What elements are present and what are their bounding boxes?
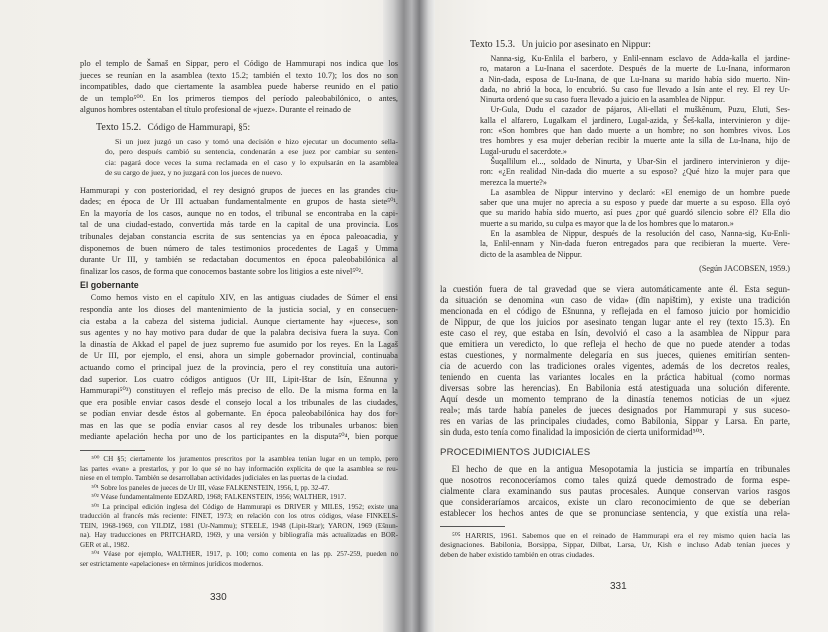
text-line: Ninurta ordenó que su caso fuera llevado a juicio en la asamblea de Nippur. (480, 95, 725, 105)
text-line: las partes «van» a prestarlos, y por lo que sé no hay información explícita de que la asamblea se reu- (80, 464, 398, 473)
text-line: teniendo en cuenta las variantes locales en la práctica habitual (como normas (440, 371, 790, 382)
paragraph (80, 58, 398, 116)
text-line: La asamblea de Nippur intervino y declaró: «El enemigo de un hombre puede (490, 187, 790, 197)
text-line: res en varias de las principales ciudades, como Babilonia, Sippar y Larsa. En parte, (440, 415, 790, 426)
text-line: que emitiera un veredicto, lo que refleja el hecho de que no puede atender a todas (440, 338, 790, 349)
text-line: ⁵⁰² Véase fundamentalmente EDZARD, 1968; FALKENSTEIN, 1956; WALTHER, 1917. (91, 493, 346, 502)
text-line: respondía ante los dioses del mantenimiento de la justicia social, y en consecuen- (80, 304, 398, 314)
quoted-paragraph (480, 157, 790, 188)
text-box-title: Un juicio por asesinato en Nippur: (521, 40, 651, 50)
text-line: establecer los hechos antes de que se pronunciase sentencia, y que existía una rela- (440, 507, 790, 518)
source-citation: (Según JACOBSEN, 1959.) (699, 263, 790, 273)
right-page-text-column (440, 39, 790, 559)
paragraph (80, 292, 398, 443)
text-line: ⁵⁰⁰ CH §5; ciertamente los juramentos prescritos por la asamblea tenían lugar en un templo, pero (91, 455, 398, 464)
text-line: se podían enviar desde éstos al gobernante. En época paleobabilónica hay dos for- (80, 409, 398, 419)
text-line: deben de haber existido también en otras ciudades. (440, 549, 595, 559)
paragraph (440, 284, 790, 438)
section-heading: El gobernante (80, 280, 139, 291)
page-number: 331 (610, 581, 627, 592)
text-line: ro, mataron a Lu-Inana el sacerdote. Después de la muerte de Lu-Inana, informaron (480, 64, 790, 74)
paragraph (440, 464, 790, 519)
text-line: traducción al francés más reciente: FINET, 1973; en relación con los otros códigos, véase FINKELS- (80, 512, 398, 521)
text-line: de su cargo de juez, y no juzgará con los jueces de nuevo. (105, 168, 283, 178)
text-line: Aquí desde un momento temprano de la dinastía tenemos noticias de un «juez (440, 393, 790, 404)
text-line: cia de acuerdo con las tradiciones orales vigentes, además de los decretos reales, (440, 360, 790, 371)
text-line: ⁵⁰³ La principal edición inglesa del Código de Hammurapi es DRIVER y MILES, 1952; existe una (91, 502, 398, 511)
text-line: ⁵⁰⁵ HARRIS, 1961. Sabemos que en el reinado de Hammurapi era el rey mismo quien hacía las (452, 530, 790, 540)
text-line: Hammurapi⁵⁰³) constituyen el reflejo más preciso de ello. De la misma forma en la (80, 386, 398, 396)
text-line: ron: «¿En realidad Nin-dada dio muerte a su esposo? ¿Qué hizo la mujer para que (480, 167, 790, 177)
text-line: real»; más tarde había paneles de jueces designados por Hammurapi y sus suceso- (440, 404, 790, 415)
text-box-label: Texto 15.2. (96, 121, 142, 133)
text-line: estas cuestiones, y normalmente delegaría en sus jueces, quienes emitirían senten- (440, 349, 790, 360)
quoted-paragraph (480, 229, 790, 260)
text-line: cia estaba a la cabeza del sistema judicial. Aunque ciertamente hay «jueces», son (80, 316, 398, 326)
text-line: merezca la muerte?» (480, 177, 547, 187)
text-line: disponemos de buen número de tales testimonios procedentes de Lagaš y Umma (80, 243, 398, 253)
text-line: Lugal-urudu el sacerdote.» (480, 146, 567, 156)
quoted-text (105, 137, 398, 179)
left-page-text-column (80, 58, 398, 569)
paragraph (80, 185, 398, 278)
footnote (80, 503, 398, 551)
text-line: cia: pagará doce veces la suma reclamada en el caso y lo expulsarán en la asamblea (105, 157, 398, 167)
text-line: a Nin-dada, esposa de Lu-Inana, de que Lu-Inana su marido había sido muerto. Nin- (480, 74, 790, 84)
footnote-divider (440, 526, 505, 527)
text-line: Si un juez juzgó un caso y tomó una decisión e hizo ejecutar un documento sella- (115, 136, 398, 146)
text-line: sin duda, esto tenía como finalidad la imposición de cierta uniformidad⁵⁰⁵. (440, 426, 705, 437)
text-line: este caso el rey, que estaba en Isín, devolvió el caso a la asamblea de Nippur para (440, 327, 790, 338)
text-line: Ur-Gula, Dudu el cazador de pájaros, Ali-ellati el muškēnum, Puzu, Eluti, Ses- (490, 105, 790, 115)
text-line: tres hombres y esa mujer deberían recibir la muerte ante la silla de Lu-Inana, hijo de (480, 136, 790, 146)
page-number: 330 (210, 592, 227, 603)
section-heading: PROCEDIMIENTOS JUDICIALES (440, 446, 591, 458)
text-line: la dinastía de Akkad el papel de juez supremo fue asumido por los reyes. En la Lagaš (80, 339, 398, 349)
text-line: ⁵⁰⁴ Véase por ejemplo, WALTHER, 1917, p. 100; como comenta en las pp. 257-259, pueden no (91, 550, 398, 559)
text-line: de Ur III, por ejemplo, el ensi, ahora un simple gobernador provincial, continuaba (80, 351, 398, 361)
text-line: Šuqallilum el..., soldado de Ninurta, y Ubar-Sin el jardinero intervinieron y dije- (490, 156, 790, 166)
text-line: na). Hay traducciones en PRITCHARD, 1969, y una versión y bibliografía más actualizadas en BOR- (80, 531, 398, 540)
quoted-paragraph (480, 188, 790, 229)
text-box-title: Código de Hammurapi, §5: (147, 122, 251, 133)
text-line: dada, no abrió la boca, lo encubrió. Su caso fue llevado a Isín ante el rey. El rey Ur- (480, 84, 790, 94)
text-line: mas en las que se podía enviar casos al rey desde los tribunales urbanos: bien (80, 420, 398, 430)
text-line: de Nippur, de que los juicios por asesinato tengan lugar ante el rey (texto 15.3). En (440, 316, 790, 327)
text-line: dicto de la asamblea de Nippur. (480, 249, 583, 259)
text-line: Como hemos visto en el capítulo XIV, en las antiguas ciudades de Súmer el ensi (90, 293, 398, 303)
text-line: sus agentes y no hay motivo para dudar de que la palabra decisiva fuera la suya. Con (80, 328, 398, 338)
footnote-divider (80, 450, 145, 451)
footnote (80, 493, 398, 503)
text-line: mediante apelación hecha por uno de los participantes en la disputa⁵⁰⁴, bien porque (80, 432, 398, 442)
text-line: saber que una mujer no aprecia a su esposo y puede dar muerte a su esposo. Ella oyó (480, 198, 790, 208)
text-line: jueces se reunían en la asamblea (texto 15.2; también el texto 10.7); los dos no son (80, 70, 398, 80)
text-line: TEIN, 1968-1969, con YILDIZ, 1981 (Ur-Nammu); STEELE, 1948 (Lipit-Ištar); YARON, 1969 (Ešnun- (80, 521, 398, 530)
text-line: incompatibles, dado que ciertamente la asamblea puede haberse reunido en el patio (80, 82, 398, 92)
quoted-paragraph (480, 105, 790, 156)
text-line: diversas sobre las herencias). En Babilonia está atestiguada una solución diferente. (440, 382, 790, 393)
text-line: cialmente clara examinando sus pautas procesales. Aunque conservan varios rasgos (440, 485, 790, 496)
text-line: Hammurapi y con posterioridad, el rey designó grupos de jueces en las grandes ciu- (80, 185, 398, 195)
text-line: que su marido había sido muerto, así pues ¿por qué guardó silencio sobre él? Ella dio (480, 208, 790, 218)
footnote (80, 484, 398, 494)
text-line: tal de una ciudad-estado, convertida más tarde en la capital de una provincia. Los (80, 220, 398, 230)
text-line: muerte a su marido, su culpa es mayor que la de los hombres que lo mataron.» (480, 218, 734, 228)
footnote (440, 531, 790, 560)
text-line: kalla el alfarero, Lugalkam el jardinero, Lugal-azida, y Šeš-kalla, intervinieron y dije- (480, 115, 790, 125)
text-line: plo el templo de Šamaš en Sippar, pero el Código de Hammurapi nos indica que los (80, 59, 398, 68)
text-line: En la mayoría de los casos, aunque no en todos, el tribunal se encontraba en la capi- (80, 208, 398, 218)
quoted-paragraph (480, 54, 790, 105)
text-line: algunos hombres ostentaban el título profesional de «juez». Durante el reinado de (80, 105, 351, 115)
text-line: Nanna-sig, Ku-Enlila el barbero, y Enlil-ennam esclavo de Adda-kalla el jardine- (490, 54, 790, 63)
text-line: la cuestión fuera de tal gravedad que se viera automáticamente ante él. Esta segun- (440, 283, 790, 294)
text-line: que nosotros reconoceríamos como tales quizá quede demostrado de forma espe- (440, 474, 790, 485)
text-line: El hecho de que en la antigua Mesopotamia la justicia se impartía en tribunales (451, 463, 790, 474)
text-line: designaciones. Babilonia, Borsippa, Sippar, Dilbat, Larsa, Ur, Kish e incluso Adab tenían jueces y (440, 540, 790, 550)
text-line: ron: «Son hombres que han dado muerte a un hombre; no son hombres vivos. Los (480, 126, 790, 136)
text-line: do, pero después cambió su sentencia, condenarán a ese juez por cambiar su senten- (105, 147, 398, 157)
text-line: la, Enlil-ennam y Nin-dada fueron entregados para que recibieran la muerte. Vere- (480, 239, 790, 249)
footnote (80, 550, 398, 569)
text-line: da situación se denomina «un caso de vida» (dīn napištim), y existe una tradición (440, 294, 790, 305)
text-line: durante Ur III, y también se redactaban documentos en época paleobabilónica al (80, 255, 398, 265)
text-line: mencionada en el código de Ešnunna, y reflejada en el famoso juicio por homicidio (440, 305, 790, 316)
text-line: que consideraríamos arcaicos, existe un claro reconocimiento de que se deberían (440, 496, 790, 507)
footnote (80, 455, 398, 484)
text-line: tribunales dejaban constancia escrita de sus sentencias ya en época paleoacadia, y (80, 231, 398, 241)
text-line: que era posible enviar casos desde el consejo local a los tribunales de las ciudades, (80, 397, 398, 407)
text-line: En la asamblea de Nippur, después de la resolución del caso, Nanna-sig, Ku-Enli- (490, 229, 790, 239)
text-line: dad superior. Los cuatro códigos antiguos (Ur III, Lipit-Ištar de Isín, Ešnunna y (80, 374, 398, 384)
text-line: dades; en época de Ur III actuaban fundamentalmente en grupos de hasta siete⁵⁰¹. (80, 197, 398, 207)
text-line: GER et al., 1982. (80, 540, 130, 549)
text-box-label: Texto 15.3. (470, 39, 516, 50)
text-box-heading (470, 39, 790, 51)
text-line: actuando como el principal juez de la provincia, pero el rey constituía una autori- (80, 362, 398, 372)
text-line: ⁵⁰¹ Sobre los paneles de jueces de Ur III, véase FALKENSTEIN, 1956, I, pp. 32-47. (91, 483, 330, 492)
text-line: ser estrictamente «apelaciones» en términos jurídicos modernos. (80, 559, 264, 568)
text-line: finalizar los casos, de forma que conocemos bastante sobre los litigios a este nivel⁵⁰². (80, 266, 364, 276)
text-line: niese en el templo. También se desarrollaban actividades judiciales en las puertas de la ciudad. (80, 474, 349, 483)
text-line: de un templo⁵⁰⁰. En los primeros tiempos del período paleobabilónico, o antes, (80, 93, 398, 103)
text-box-heading (96, 122, 398, 134)
